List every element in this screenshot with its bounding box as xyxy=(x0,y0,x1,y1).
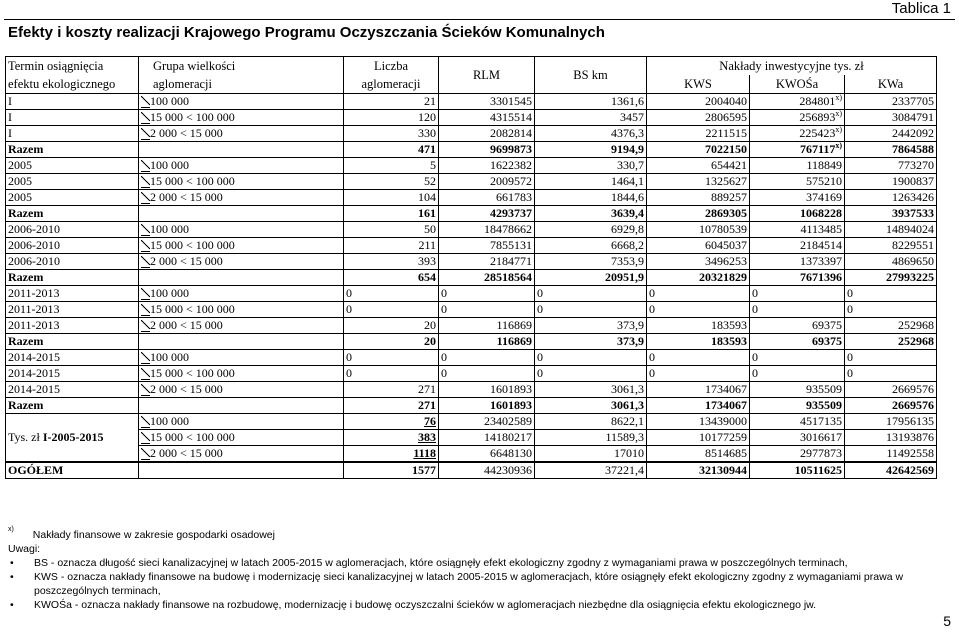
cell-kwosa: 10511625 xyxy=(750,462,845,479)
cell-kws: 889257 xyxy=(647,190,750,206)
cell-kws: 2869305 xyxy=(647,206,750,222)
cell-kwa: 13193876 xyxy=(845,430,937,446)
cell-kws: 1734067 xyxy=(647,398,750,414)
cell-termin: Razem xyxy=(6,334,139,350)
cell-rlm: 4315514 xyxy=(439,110,535,126)
cell-kws: 10780539 xyxy=(647,222,750,238)
cell-kws: 10177259 xyxy=(647,430,750,446)
cell-liczba: 76 xyxy=(344,414,439,430)
cell-bs: 373,9 xyxy=(535,334,647,350)
cell-termin: Razem xyxy=(6,142,139,158)
cell-liczba: 0 xyxy=(344,350,439,366)
cell-kwa: 17956135 xyxy=(845,414,937,430)
cell-bs: 8622,1 xyxy=(535,414,647,430)
cell-rlm: 0 xyxy=(439,350,535,366)
cell-kwa: 14894024 xyxy=(845,222,937,238)
cell-grupa xyxy=(139,398,344,414)
total-row xyxy=(6,446,937,463)
cell-kwosa-value: 935509 xyxy=(806,398,842,412)
cell-kwosa-value: 69375 xyxy=(812,318,842,332)
cell-liczba: 0 xyxy=(344,302,439,318)
total-row xyxy=(6,414,937,430)
header-grupa-2: aglomeracji xyxy=(139,75,344,94)
cell-rlm: 18478662 xyxy=(439,222,535,238)
cell-rlm: 1601893 xyxy=(439,398,535,414)
cell-kwosa xyxy=(750,206,845,222)
cell-rlm: 14180217 xyxy=(439,430,535,446)
cell-liczba: 104 xyxy=(344,190,439,206)
cell-grupa: 15 000 < 100 000 xyxy=(139,110,344,126)
header-rlm: RLM xyxy=(439,57,535,94)
cell-termin: 2011-2013 xyxy=(6,302,139,318)
bullet-icon: • xyxy=(10,571,14,583)
cell-grupa xyxy=(139,142,344,158)
cell-kwosa xyxy=(750,398,845,414)
cell-termin: 2005 xyxy=(6,190,139,206)
cell-kwosa: 4517135 xyxy=(750,414,845,430)
cell-bs: 373,9 xyxy=(535,318,647,334)
cell-kwosa xyxy=(750,94,845,110)
cell-kws: 0 xyxy=(647,350,750,366)
table-row xyxy=(6,254,937,270)
cell-grupa: 2 000 < 15 000 xyxy=(139,126,344,142)
cell-bs: 11589,3 xyxy=(535,430,647,446)
cell-tys-label xyxy=(6,414,139,463)
cell-rlm: 6648130 xyxy=(439,446,535,463)
cell-bs: 9194,9 xyxy=(535,142,647,158)
cell-liczba: 1118 xyxy=(344,446,439,463)
cell-kwa: 0 xyxy=(845,350,937,366)
cell-liczba: 0 xyxy=(344,286,439,302)
top-divider xyxy=(4,19,955,20)
cell-liczba: 271 xyxy=(344,382,439,398)
cell-kws: 654421 xyxy=(647,158,750,174)
cell-termin: 2014-2015 xyxy=(6,350,139,366)
cell-grupa: 100 000 xyxy=(139,94,344,110)
cell-kwosa-value: 118849 xyxy=(806,158,842,172)
bullet-icon: • xyxy=(10,557,14,569)
cell-grupa xyxy=(139,270,344,286)
cell-kwosa: 3016617 xyxy=(750,430,845,446)
tys-label-plain: Tys. zł xyxy=(8,430,43,444)
cell-kws: 20321829 xyxy=(647,270,750,286)
cell-liczba: 330 xyxy=(344,126,439,142)
footnote-mark: x) xyxy=(835,109,842,118)
table-row xyxy=(6,126,937,142)
cell-kws: 0 xyxy=(647,366,750,382)
cell-liczba: 21 xyxy=(344,94,439,110)
note-kws xyxy=(8,570,938,598)
footnote xyxy=(8,525,938,542)
cell-grupa: 100 000 xyxy=(139,286,344,302)
note-kwosa-text: KWOŚa - oznacza nakłady finansowe na rozbudowę, modernizację i budowę oczyszczalni ścieków w aglomeracjach niezbędne dla osiągnięcia efektu ekologicznego jw. xyxy=(34,599,817,611)
cell-liczba: 1577 xyxy=(344,462,439,479)
tys-label-bold: I-2005-2015 xyxy=(42,430,104,444)
table-row xyxy=(6,238,937,254)
cell-bs: 3061,3 xyxy=(535,398,647,414)
cell-rlm: 28518564 xyxy=(439,270,535,286)
header-kwosa: KWOŚa xyxy=(750,75,845,94)
cell-kwa: 773270 xyxy=(845,158,937,174)
header-naklady: Nakłady inwestycyjne tys. zł xyxy=(647,57,937,76)
cell-termin: I xyxy=(6,94,139,110)
cell-kws: 0 xyxy=(647,302,750,318)
cell-bs: 0 xyxy=(535,302,647,318)
cell-kwa: 252968 xyxy=(845,318,937,334)
cell-liczba: 271 xyxy=(344,398,439,414)
cell-kwosa xyxy=(750,222,845,238)
summary-row xyxy=(6,398,937,414)
cell-kwa: 27993225 xyxy=(845,270,937,286)
cell-kws: 183593 xyxy=(647,318,750,334)
page-number: 5 xyxy=(943,613,951,629)
header-liczba-2: aglomeracji xyxy=(344,75,439,94)
note-bs xyxy=(8,556,938,570)
table-row xyxy=(6,158,937,174)
cell-kwosa xyxy=(750,318,845,334)
cell-grupa: 15 000 < 100 000 xyxy=(139,238,344,254)
cell-kws: 13439000 xyxy=(647,414,750,430)
cell-rlm: 9699873 xyxy=(439,142,535,158)
cell-liczba: 20 xyxy=(344,318,439,334)
cell-kwosa xyxy=(750,110,845,126)
grand-total-row xyxy=(6,462,937,479)
cell-rlm: 0 xyxy=(439,286,535,302)
cell-termin: 2006-2010 xyxy=(6,222,139,238)
note-kws-text-cont: poszczególnych terminach, xyxy=(34,585,161,597)
header-kws: KWS xyxy=(647,75,750,94)
cell-grupa: 15 000 < 100 000 xyxy=(139,430,344,446)
cell-kwa: 2442092 xyxy=(845,126,937,142)
cell-liczba: 654 xyxy=(344,270,439,286)
cell-kwosa-value: 0 xyxy=(752,350,758,364)
cell-kwosa-value: 4113485 xyxy=(800,222,842,236)
cell-termin: Razem xyxy=(6,206,139,222)
cell-kws: 2806595 xyxy=(647,110,750,126)
cell-kwa: 1263426 xyxy=(845,190,937,206)
cell-rlm: 1622382 xyxy=(439,158,535,174)
table-body xyxy=(6,94,937,479)
header-termin-2: efektu ekologicznego xyxy=(6,75,139,94)
cell-bs: 7353,9 xyxy=(535,254,647,270)
cell-rlm: 0 xyxy=(439,366,535,382)
table-row xyxy=(6,286,937,302)
cell-rlm: 7855131 xyxy=(439,238,535,254)
cell-grupa: 2 000 < 15 000 xyxy=(139,446,344,463)
cell-termin: 2014-2015 xyxy=(6,366,139,382)
header-kwa: KWa xyxy=(845,75,937,94)
cell-termin: I xyxy=(6,110,139,126)
cell-kwa: 3937533 xyxy=(845,206,937,222)
cell-kws: 8514685 xyxy=(647,446,750,463)
cell-kwa: 3084791 xyxy=(845,110,937,126)
cell-kwosa-value: 0 xyxy=(752,302,758,316)
cell-kwosa-value: 284801 xyxy=(799,94,836,108)
cell-kws: 3496253 xyxy=(647,254,750,270)
cell-kwosa-value: 1068228 xyxy=(800,206,842,220)
cell-rlm: 23402589 xyxy=(439,414,535,430)
cell-kwa: 0 xyxy=(845,302,937,318)
cell-kwosa xyxy=(750,254,845,270)
table-number: Tablica 1 xyxy=(891,0,951,17)
cell-rlm: 44230936 xyxy=(439,462,535,479)
cell-kwosa xyxy=(750,382,845,398)
cell-kwa: 4869650 xyxy=(845,254,937,270)
cell-bs: 1844,6 xyxy=(535,190,647,206)
cell-kwosa-value: 935509 xyxy=(806,382,842,396)
cell-kwosa-value: 374169 xyxy=(806,190,842,204)
cell-kwosa xyxy=(750,302,845,318)
summary-row xyxy=(6,142,937,158)
cell-bs: 0 xyxy=(535,286,647,302)
cell-grupa: 2 000 < 15 000 xyxy=(139,382,344,398)
data-table-container xyxy=(5,56,936,479)
cell-grupa: 15 000 < 100 000 xyxy=(139,302,344,318)
header-grupa: Grupa wielkości xyxy=(139,57,344,76)
cell-kwa: 0 xyxy=(845,366,937,382)
bullet-icon: • xyxy=(10,599,14,611)
cell-termin: 2005 xyxy=(6,158,139,174)
cell-grupa: 15 000 < 100 000 xyxy=(139,366,344,382)
cell-termin: 2014-2015 xyxy=(6,382,139,398)
cell-liczba: 383 xyxy=(344,430,439,446)
cell-kwosa xyxy=(750,158,845,174)
cell-kwosa xyxy=(750,174,845,190)
cell-grupa: 15 000 < 100 000 xyxy=(139,174,344,190)
header-liczba: Liczba xyxy=(344,57,439,76)
cell-liczba: 5 xyxy=(344,158,439,174)
summary-row xyxy=(6,334,937,350)
cell-kws: 183593 xyxy=(647,334,750,350)
table-row xyxy=(6,382,937,398)
cell-termin: 2006-2010 xyxy=(6,254,139,270)
cell-kwa: 2669576 xyxy=(845,382,937,398)
cell-kws: 2211515 xyxy=(647,126,750,142)
cell-bs: 4376,3 xyxy=(535,126,647,142)
note-kws-text: KWS - oznacza nakłady finansowe na budowę i modernizację sieci kanalizacyjnej w latach 2005-2015 w aglomeracjach, które osiągnęły efekt ekologiczny zgodny z wymaganiami prawa w xyxy=(34,571,904,583)
cell-kwa: 1900837 xyxy=(845,174,937,190)
cell-kwosa-value: 69375 xyxy=(812,334,842,348)
cell-kwosa-value: 7671396 xyxy=(800,270,842,284)
cell-bs: 0 xyxy=(535,366,647,382)
cell-grupa: 100 000 xyxy=(139,158,344,174)
cell-kws: 7022150 xyxy=(647,142,750,158)
cell-kwa: 2337705 xyxy=(845,94,937,110)
cell-ogolem-label: OGÓŁEM xyxy=(6,462,139,479)
table-row xyxy=(6,190,937,206)
table-row xyxy=(6,110,937,126)
cell-kwosa-value: 256893 xyxy=(799,110,836,124)
note-kwosa xyxy=(8,598,938,612)
cell-kwosa xyxy=(750,190,845,206)
cell-bs: 3061,3 xyxy=(535,382,647,398)
cell-termin: 2011-2013 xyxy=(6,318,139,334)
footnote-mark: x) xyxy=(835,141,842,150)
cell-kwosa-value: 1373397 xyxy=(800,254,842,268)
cell-kwa: 7864588 xyxy=(845,142,937,158)
cell-kwosa xyxy=(750,286,845,302)
cell-rlm: 661783 xyxy=(439,190,535,206)
cell-grupa: 100 000 xyxy=(139,350,344,366)
cell-kws: 32130944 xyxy=(647,462,750,479)
cell-bs: 6929,8 xyxy=(535,222,647,238)
cell-kwosa xyxy=(750,366,845,382)
cell-rlm: 116869 xyxy=(439,334,535,350)
header-row-1 xyxy=(6,57,937,76)
data-table xyxy=(5,56,937,479)
cell-kwa: 42642569 xyxy=(845,462,937,479)
cell-bs: 17010 xyxy=(535,446,647,463)
cell-bs: 1464,1 xyxy=(535,174,647,190)
cell-kwosa xyxy=(750,238,845,254)
cell-bs: 0 xyxy=(535,350,647,366)
cell-kwosa: 2977873 xyxy=(750,446,845,463)
cell-rlm: 3301545 xyxy=(439,94,535,110)
cell-kws: 1325627 xyxy=(647,174,750,190)
cell-kwosa-value: 0 xyxy=(752,366,758,380)
cell-liczba: 393 xyxy=(344,254,439,270)
cell-rlm: 2184771 xyxy=(439,254,535,270)
cell-kwosa-value: 0 xyxy=(752,286,758,300)
cell-bs: 37221,4 xyxy=(535,462,647,479)
cell-termin: I xyxy=(6,126,139,142)
table-row xyxy=(6,302,937,318)
cell-kwosa xyxy=(750,142,845,158)
cell-kwosa-value: 225423 xyxy=(799,126,836,140)
table-row xyxy=(6,94,937,110)
cell-bs: 20951,9 xyxy=(535,270,647,286)
summary-row xyxy=(6,270,937,286)
cell-kwa: 0 xyxy=(845,286,937,302)
cell-kwa: 2669576 xyxy=(845,398,937,414)
cell-grupa: 2 000 < 15 000 xyxy=(139,190,344,206)
cell-bs: 330,7 xyxy=(535,158,647,174)
cell-kwosa-value: 2184514 xyxy=(800,238,842,252)
cell-kwosa xyxy=(750,270,845,286)
cell-termin: 2011-2013 xyxy=(6,286,139,302)
footnote-mark: x) xyxy=(835,93,842,102)
cell-rlm: 4293737 xyxy=(439,206,535,222)
cell-termin: Razem xyxy=(6,270,139,286)
cell-kwosa-value: 767117 xyxy=(799,142,836,156)
cell-rlm: 1601893 xyxy=(439,382,535,398)
cell-bs: 6668,2 xyxy=(535,238,647,254)
cell-kws: 2004040 xyxy=(647,94,750,110)
cell-grupa xyxy=(139,462,344,479)
table-row xyxy=(6,222,937,238)
cell-grupa: 2 000 < 15 000 xyxy=(139,254,344,270)
cell-grupa xyxy=(139,334,344,350)
cell-termin: 2006-2010 xyxy=(6,238,139,254)
cell-rlm: 0 xyxy=(439,302,535,318)
cell-liczba: 120 xyxy=(344,110,439,126)
cell-liczba: 52 xyxy=(344,174,439,190)
cell-kws: 1734067 xyxy=(647,382,750,398)
cell-grupa: 2 000 < 15 000 xyxy=(139,318,344,334)
table-row xyxy=(6,350,937,366)
cell-liczba: 0 xyxy=(344,366,439,382)
footnote-text: Nakłady finansowe w zakresie gospodarki osadowej xyxy=(32,529,275,541)
table-row xyxy=(6,174,937,190)
cell-kwa: 252968 xyxy=(845,334,937,350)
summary-row xyxy=(6,206,937,222)
footnote-mark: x) xyxy=(835,125,842,134)
cell-rlm: 2009572 xyxy=(439,174,535,190)
cell-termin: Razem xyxy=(6,398,139,414)
cell-liczba: 161 xyxy=(344,206,439,222)
header-bs: BS km xyxy=(535,57,647,94)
cell-kwa: 11492558 xyxy=(845,446,937,463)
cell-liczba: 20 xyxy=(344,334,439,350)
table-row xyxy=(6,366,937,382)
page-title: Efekty i koszty realizacji Krajowego Programu Oczyszczania Ścieków Komunalnych xyxy=(8,24,605,41)
cell-grupa xyxy=(139,206,344,222)
footnote-mark: x) xyxy=(8,525,14,533)
cell-liczba: 471 xyxy=(344,142,439,158)
cell-kwosa xyxy=(750,334,845,350)
cell-liczba: 211 xyxy=(344,238,439,254)
cell-termin: 2005 xyxy=(6,174,139,190)
cell-grupa: 100 000 xyxy=(139,414,344,430)
cell-kwosa-value: 575210 xyxy=(806,174,842,188)
cell-rlm: 2082814 xyxy=(439,126,535,142)
cell-grupa: 100 000 xyxy=(139,222,344,238)
cell-kwa: 8229551 xyxy=(845,238,937,254)
cell-kws: 6045037 xyxy=(647,238,750,254)
table-row xyxy=(6,318,937,334)
total-row xyxy=(6,430,937,446)
cell-kws: 0 xyxy=(647,286,750,302)
note-bs-text: BS - oznacza długość sieci kanalizacyjnej w latach 2005-2015 w aglomeracjach, które osiągnęły efekt ekologiczny zgodny z wymaganiami prawa w poszczególnych terminach, xyxy=(34,557,848,569)
cell-rlm: 116869 xyxy=(439,318,535,334)
header-termin: Termin osiągnięcia xyxy=(6,57,139,76)
cell-liczba: 50 xyxy=(344,222,439,238)
notes-section xyxy=(8,525,938,612)
cell-bs: 1361,6 xyxy=(535,94,647,110)
cell-kwosa xyxy=(750,350,845,366)
uwagi-label: Uwagi: xyxy=(8,543,41,555)
cell-bs: 3457 xyxy=(535,110,647,126)
cell-bs: 3639,4 xyxy=(535,206,647,222)
cell-kwosa xyxy=(750,126,845,142)
